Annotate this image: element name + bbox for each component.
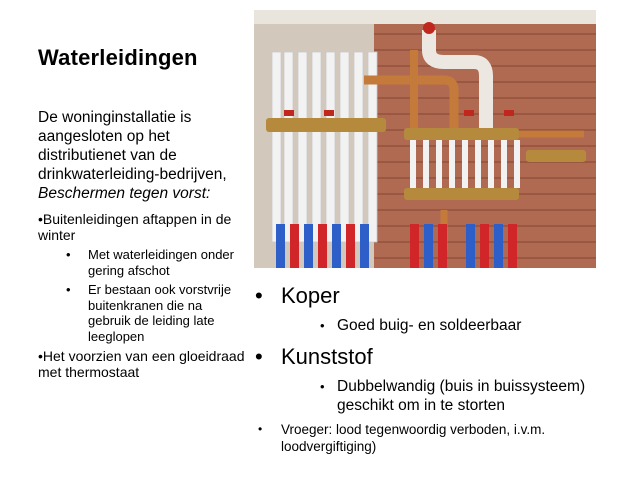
- intro-text: De woninginstallatie is aangesloten op het distributienet van de drinkwaterleiding-bedrijven,: [38, 109, 227, 183]
- left-bullet: •Het voorzien van een gloeidraad met thermostaat: [38, 348, 245, 380]
- bullet-icon: •: [255, 283, 263, 308]
- manifold-mid: [404, 128, 519, 140]
- material-detail-text: Goed buig- en soldeerbaar: [337, 317, 522, 334]
- material-item: [255, 282, 615, 310]
- white-pipe: [312, 52, 321, 242]
- outlet-pipe: [508, 224, 517, 268]
- sub-bullet: [38, 282, 248, 344]
- photo-drawing: [254, 10, 596, 268]
- sub-bullet-text: Er bestaan ook vorstvrije buitenkranen die na gebruik de leiding late leeglopen: [88, 282, 232, 344]
- slide-title: Waterleidingen: [38, 45, 198, 70]
- valve-handle: [504, 110, 514, 116]
- outlet-pipe: [276, 224, 285, 268]
- ceiling: [254, 10, 596, 24]
- outlet-pipe: [410, 224, 419, 268]
- bullet-icon: •: [320, 379, 325, 394]
- white-pipe: [272, 52, 281, 242]
- history-note-text: Vroeger: lood tegenwoordig verboden, i.v.m. loodvergiftiging): [281, 422, 546, 454]
- left-sublist: [38, 247, 248, 344]
- history-note: [255, 421, 615, 455]
- valve-handle: [324, 110, 334, 116]
- white-pipe: [462, 140, 468, 188]
- material-detail: [255, 377, 615, 415]
- outlet-pipe: [480, 224, 489, 268]
- white-pipe: [436, 140, 442, 188]
- bullet-icon: •: [66, 282, 71, 297]
- white-pipe: [410, 140, 416, 188]
- outlet-pipe: [360, 224, 369, 268]
- left-column: [38, 108, 248, 380]
- white-pipe: [514, 140, 520, 188]
- material-label: Kunststof: [281, 344, 373, 369]
- outlet-pipe: [318, 224, 327, 268]
- outlet-pipe: [424, 224, 433, 268]
- pipe-manifold-photo: [254, 10, 596, 268]
- manifold-lower: [404, 188, 519, 200]
- outlet-pipe: [290, 224, 299, 268]
- valve-handle: [284, 110, 294, 116]
- white-pipe: [501, 140, 507, 188]
- white-pipe: [326, 52, 335, 242]
- white-pipe: [475, 140, 481, 188]
- outlet-pipe: [466, 224, 475, 268]
- sub-bullet-text: Met waterleidingen onder gering afschot: [88, 247, 234, 278]
- valve-handle: [423, 22, 435, 34]
- bullet-icon: •: [320, 318, 325, 333]
- bullet-icon: •: [258, 422, 263, 436]
- material-detail: [255, 316, 615, 335]
- material-detail-text: Dubbelwandig (buis in buissysteem) geschikt om in te storten: [337, 378, 586, 414]
- outlet-pipe: [332, 224, 341, 268]
- white-pipe: [449, 140, 455, 188]
- manifold-right: [526, 150, 586, 162]
- outlet-pipe: [346, 224, 355, 268]
- right-column: [255, 282, 615, 455]
- outlet-pipe: [304, 224, 313, 268]
- outlet-pipe: [438, 224, 447, 268]
- left-bullet: •Buitenleidingen aftappen in de winter: [38, 211, 232, 243]
- intro-emphasis: Beschermen tegen vorst:: [38, 185, 211, 202]
- white-pipe: [354, 52, 363, 242]
- valve-handle: [464, 110, 474, 116]
- white-pipe: [284, 52, 293, 242]
- white-pipe: [298, 52, 307, 242]
- sub-bullet: [38, 247, 248, 278]
- bullet-icon: •: [255, 344, 263, 369]
- material-label: Koper: [281, 283, 340, 308]
- manifold-left: [266, 118, 386, 132]
- white-pipe: [488, 140, 494, 188]
- material-item: [255, 343, 615, 371]
- outlet-pipe: [494, 224, 503, 268]
- white-pipe: [340, 52, 349, 242]
- bullet-icon: •: [66, 247, 71, 262]
- white-pipe: [423, 140, 429, 188]
